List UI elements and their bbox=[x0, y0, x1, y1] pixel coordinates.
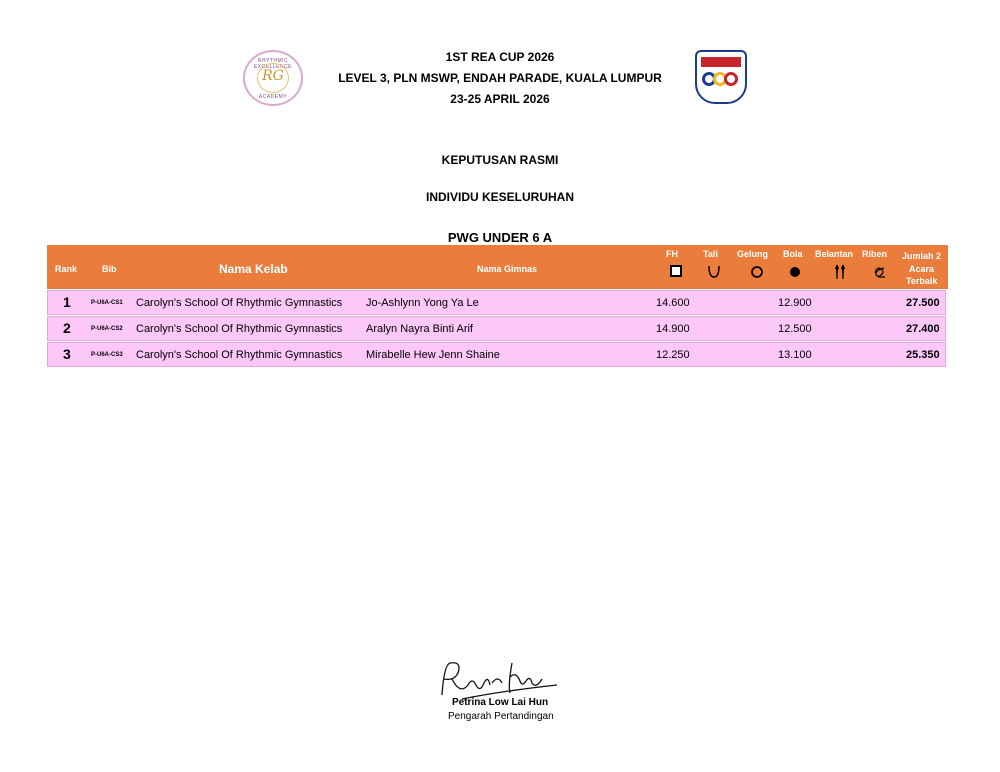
row-gymnast: Mirabelle Hew Jenn Shaine bbox=[366, 349, 500, 361]
row-bib: P-U6A-CS2 bbox=[91, 326, 123, 332]
event-dates: 23-25 APRIL 2026 bbox=[450, 92, 550, 106]
row-club: Carolyn's School Of Rhythmic Gymnastics bbox=[136, 349, 343, 361]
rope-icon bbox=[707, 265, 721, 279]
col-total-line2: Acara bbox=[909, 264, 935, 274]
col-fh: FH bbox=[666, 249, 678, 259]
event-venue: LEVEL 3, PLN MSWP, ENDAH PARADE, KUALA LUMPUR bbox=[338, 71, 662, 85]
logo-top-text: RHYTHMIC EXCELLENCE bbox=[253, 58, 293, 70]
row-bib: P-U6A-CS1 bbox=[91, 300, 123, 306]
row-bola-score: 13.100 bbox=[778, 349, 812, 361]
hoop-icon bbox=[750, 265, 764, 279]
row-rank: 3 bbox=[63, 346, 71, 362]
col-total-line3: Terbaik bbox=[906, 276, 938, 286]
col-gymnast: Nama Gimnas bbox=[477, 264, 538, 274]
event-title: 1ST REA CUP 2026 bbox=[445, 50, 555, 64]
row-total: 25.350 bbox=[906, 349, 940, 361]
col-tali: Tali bbox=[703, 249, 718, 259]
col-rank: Rank bbox=[55, 264, 78, 274]
row-club: Carolyn's School Of Rhythmic Gymnastics bbox=[136, 297, 343, 309]
table-row bbox=[47, 316, 946, 341]
col-bib: Bib bbox=[102, 264, 117, 274]
logo-bottom-text: ACADEMY bbox=[258, 94, 288, 100]
col-gelung: Gelung bbox=[737, 249, 768, 259]
results-table-header bbox=[47, 245, 948, 289]
row-gymnast: Aralyn Nayra Binti Arif bbox=[366, 323, 473, 335]
ribbon-icon bbox=[873, 265, 887, 279]
row-gymnast: Jo-Ashlynn Yong Ya Le bbox=[366, 297, 479, 309]
category-title: INDIVIDU KESELURUHAN bbox=[425, 190, 574, 204]
row-club: Carolyn's School Of Rhythmic Gymnastics bbox=[136, 323, 343, 335]
col-total-line1: Jumlah 2 bbox=[902, 251, 942, 261]
square-icon bbox=[670, 265, 682, 277]
crest-ring-red bbox=[724, 72, 738, 86]
table-row bbox=[47, 290, 946, 315]
division-title: PWG UNDER 6 A bbox=[447, 230, 553, 245]
result-title: KEPUTUSAN RASMI bbox=[441, 153, 559, 167]
col-club: Nama Kelab bbox=[219, 262, 288, 276]
row-fh-score: 12.250 bbox=[656, 349, 690, 361]
row-total: 27.400 bbox=[906, 323, 940, 335]
crest-band bbox=[701, 57, 741, 67]
signatory-role: Pengarah Pertandingan bbox=[448, 711, 554, 722]
row-total: 27.500 bbox=[906, 297, 940, 309]
col-bola: Bola bbox=[783, 249, 803, 259]
row-rank: 2 bbox=[63, 320, 71, 336]
row-rank: 1 bbox=[63, 294, 71, 310]
row-bola-score: 12.500 bbox=[778, 323, 812, 335]
logo-monogram: RG bbox=[262, 68, 284, 84]
signatory-name: Petrina Low Lai Hun bbox=[452, 697, 549, 708]
col-riben: Riben bbox=[862, 249, 888, 259]
row-bib: P-U6A-CS3 bbox=[91, 352, 123, 358]
rhythmic-excellence-academy-logo bbox=[243, 50, 303, 106]
row-bola-score: 12.900 bbox=[778, 297, 812, 309]
ball-icon bbox=[789, 266, 801, 278]
row-fh-score: 14.600 bbox=[656, 297, 690, 309]
clubs-icon bbox=[833, 264, 847, 280]
federation-crest-logo bbox=[695, 50, 747, 104]
col-belantan: Belantan bbox=[815, 249, 854, 259]
table-row bbox=[47, 342, 946, 367]
row-fh-score: 14.900 bbox=[656, 323, 690, 335]
handwritten-signature bbox=[432, 655, 562, 703]
